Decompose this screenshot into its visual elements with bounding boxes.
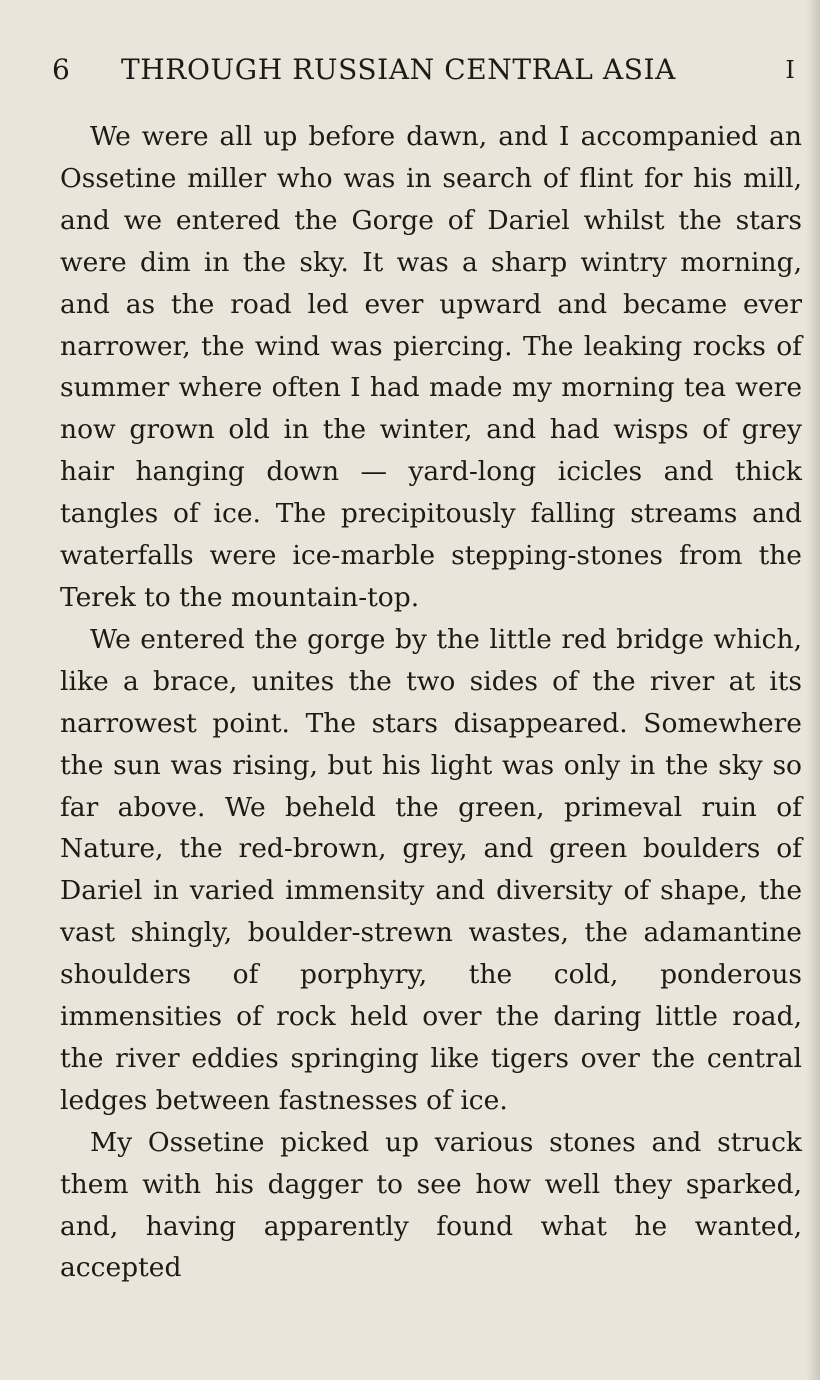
- paragraph-1: We were all up before dawn, and I accompanied an Ossetine miller who was in search of flint for his mill, and we entered the Gorge of Dariel whilst the stars were dim in the sky. It was a sharp wintry morning, and as the road led ever upward and became ever narrower, the wind was piercing. The leaking rocks of summer where often I had made my morning tea were now grown old in the winter, and had wisps of grey hair hanging down — yard-long icicles and thick tangles of ice. The precipitously falling streams and waterfalls were ice-marble stepping-stones from the Terek to the mountain-top.: [60, 121, 802, 613]
- body-text: [60, 116, 802, 1289]
- signature-mark: I: [785, 56, 795, 84]
- running-head: [52, 50, 798, 90]
- page-edge-shadow: [806, 0, 820, 1380]
- paragraph-3: My Ossetine picked up various stones and struck them with his dagger to see how well they sparked, and, having apparently found what he wanted, accepted: [60, 1126, 802, 1284]
- running-title: THROUGH RUSSIAN CENTRAL ASIA: [121, 53, 676, 86]
- paragraph-2: We entered the gorge by the little red bridge which, like a brace, unites the two sides of the river at its narrowest point. The stars disappeared. Somewhere the sun was rising, but his light was only in the sky so far above. We beheld the green, primeval ruin of Nature, the red-brown, grey, and green boulders of Dariel in varied immensity and diversity of shape, the vast shingly, boulder-strewn wastes, the adamantine shoulders of porphyry, the cold, ponderous immensities of rock held over the daring little road, the river eddies springing like tigers over the central ledges between fastnesses of ice.: [60, 623, 802, 1116]
- page-number: 6: [52, 53, 71, 86]
